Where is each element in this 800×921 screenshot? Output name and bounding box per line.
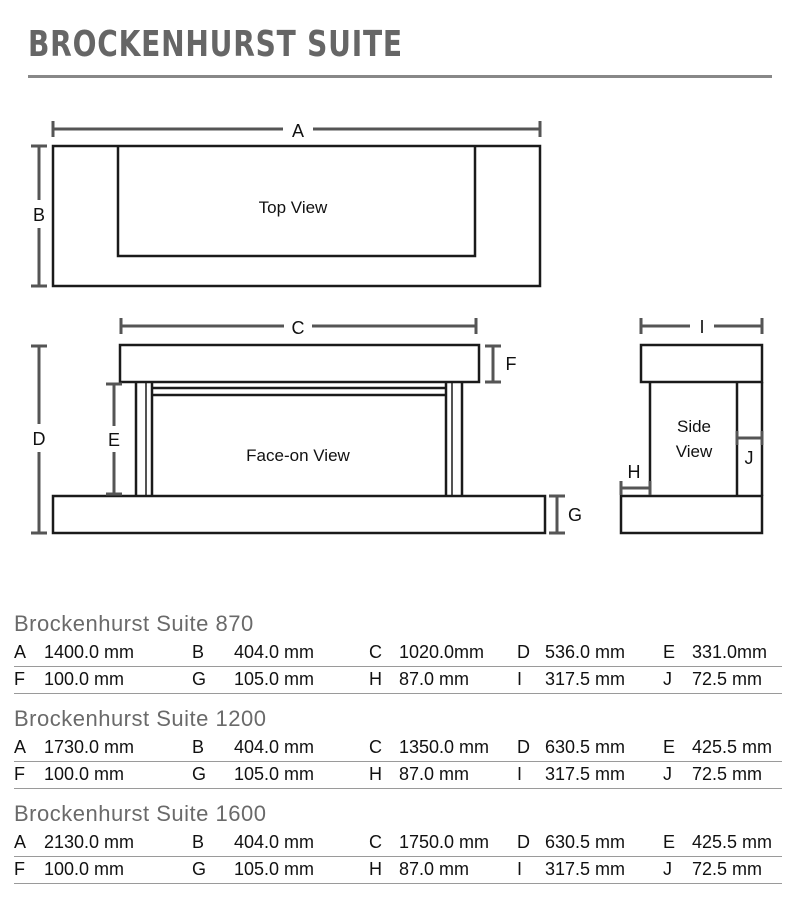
dim-label-a: A [291, 121, 305, 141]
dim-value: 536.0 mm [545, 642, 626, 662]
suite-title: Brockenhurst Suite 1200 [14, 706, 267, 731]
dim-key: A [14, 642, 27, 662]
dim-key: H [369, 669, 382, 689]
dim-value: 425.5 mm [692, 737, 773, 757]
dim-value: 87.0 mm [399, 764, 470, 784]
side-view-base [621, 496, 762, 533]
dim-value: 425.5 mm [692, 832, 773, 852]
dim-key: C [369, 832, 382, 852]
dim-key: D [517, 832, 530, 852]
face-on-mantel [120, 345, 479, 382]
dim-key: F [14, 764, 25, 784]
dim-key: G [192, 764, 207, 784]
dim-key: C [369, 642, 382, 662]
dim-key: A [14, 737, 27, 757]
dim-key: I [517, 669, 523, 689]
dim-value: 630.5 mm [545, 737, 626, 757]
dim-value: 105.0 mm [234, 669, 315, 689]
dim-value: 404.0 mm [234, 832, 315, 852]
dim-key: J [663, 859, 672, 879]
spec-row [14, 640, 782, 667]
dim-label-d: D [32, 429, 46, 449]
dim-value: 105.0 mm [234, 764, 315, 784]
dim-label-g: G [567, 505, 583, 525]
suite-title: Brockenhurst Suite 1600 [14, 801, 267, 826]
dim-value: 317.5 mm [545, 764, 626, 784]
spec-row [14, 762, 782, 789]
dim-key: D [517, 642, 530, 662]
dim-value: 72.5 mm [692, 669, 763, 689]
dim-value: 87.0 mm [399, 859, 470, 879]
dim-key: G [192, 669, 207, 689]
dim-key: B [192, 832, 205, 852]
dim-key: F [14, 669, 25, 689]
dim-key: E [663, 737, 676, 757]
dim-label-h: H [627, 462, 641, 482]
dim-key: H [369, 859, 382, 879]
dim-key: D [517, 737, 530, 757]
dim-value: 100.0 mm [44, 764, 125, 784]
dim-value: 1730.0 mm [44, 737, 135, 757]
dim-key: C [369, 737, 382, 757]
spec-row [14, 830, 782, 857]
side-view-label-line1: Side [676, 417, 712, 436]
dim-label-c: C [291, 318, 305, 338]
dim-value: 87.0 mm [399, 669, 470, 689]
dim-key: A [14, 832, 27, 852]
dim-key: H [369, 764, 382, 784]
dim-value: 1400.0 mm [44, 642, 135, 662]
dim-label-j: J [744, 448, 754, 468]
dim-value: 100.0 mm [44, 669, 125, 689]
dim-key: F [14, 859, 25, 879]
dim-key: J [663, 764, 672, 784]
dim-label-e: E [107, 430, 121, 450]
face-on-base [53, 496, 545, 533]
side-view-label-line2: View [675, 442, 713, 461]
dim-value: 2130.0 mm [44, 832, 135, 852]
dim-key: E [663, 642, 676, 662]
dim-value: 630.5 mm [545, 832, 626, 852]
dim-value: 1750.0 mm [399, 832, 490, 852]
dim-value: 105.0 mm [234, 859, 315, 879]
dim-key: G [192, 859, 207, 879]
dim-value: 1020.0mm [399, 642, 485, 662]
dim-label-f: F [505, 354, 517, 374]
dim-value: 72.5 mm [692, 859, 763, 879]
dim-label-b: B [32, 205, 46, 225]
spec-row [14, 857, 782, 884]
dim-value: 100.0 mm [44, 859, 125, 879]
dim-value: 404.0 mm [234, 642, 315, 662]
dim-value: 72.5 mm [692, 764, 763, 784]
face-on-view-label: Face-on View [246, 446, 350, 465]
suite-title: Brockenhurst Suite 870 [14, 611, 254, 636]
dim-value: 404.0 mm [234, 737, 315, 757]
page-title: BROCKENHURST SUITE [28, 24, 403, 65]
dim-value: 317.5 mm [545, 669, 626, 689]
dim-key: E [663, 832, 676, 852]
spec-row [14, 735, 782, 762]
dim-value: 317.5 mm [545, 859, 626, 879]
dim-value: 1350.0 mm [399, 737, 490, 757]
dim-key: J [663, 669, 672, 689]
dim-label-i: I [699, 317, 705, 337]
dim-key: B [192, 737, 205, 757]
dim-key: I [517, 764, 523, 784]
top-view-label: Top View [258, 198, 328, 217]
dim-value: 331.0mm [692, 642, 768, 662]
spec-row [14, 667, 782, 694]
side-view-top [641, 345, 762, 382]
dim-key: I [517, 859, 523, 879]
dim-key: B [192, 642, 205, 662]
